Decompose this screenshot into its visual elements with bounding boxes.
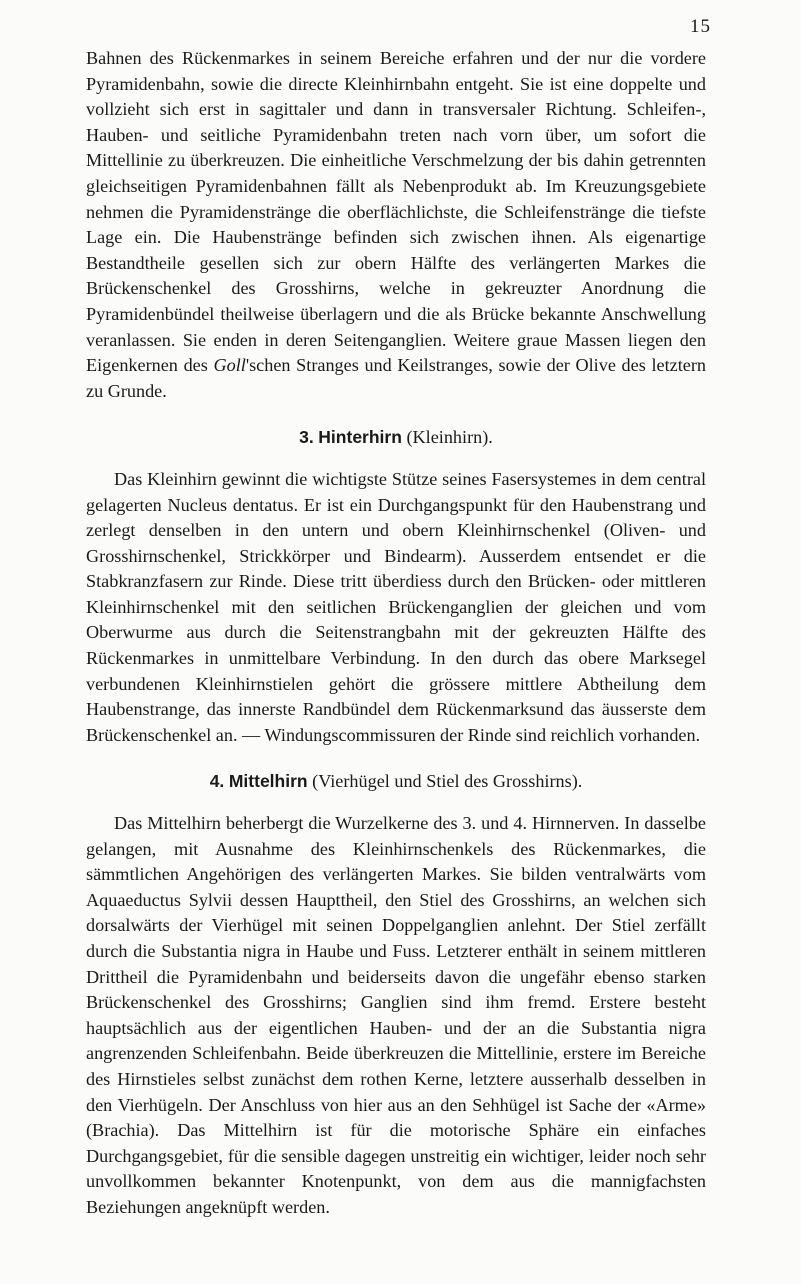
body-text [86,46,706,1221]
section-title: Hinterhirn [318,427,402,448]
section-subtitle: (Vierhügel und Stiel des Grosshirns). [312,771,583,792]
page-number: 15 [690,16,711,37]
paragraph-mittelhirn: Das Mittelhirn beherbergt die Wurzelkerne des 3. und 4. Hirnnerven. In dasselbe gelangen, mit Ausnahme des Kleinhirnschenkels des Rückenmarkes, die sämmtlichen Angehörigen des verlängerten Markes. Sie bilden ventralwärts vom Aquaeductus Sylvii dessen Haupttheil, den Stiel des Grosshirns, an welchen sich dorsalwärts der Vierhügel mit seinen Doppelganglien anlehnt. Der Stiel zerfällt durch die Substantia nigra in Haube und Fuss. Letzterer enthält in seinem mittleren Drittheil die Pyramidenbahn und beiderseits davon die ungefähr ebenso starken Brückenschenkel des Grosshirns; Ganglien sind ihm fremd. Erstere besteht hauptsächlich aus der eigentlichen Hauben- und der an die Substantia nigra angrenzenden Schleifenbahn. Beide überkreuzen die Mittellinie, erstere im Bereiche des Hirnstieles selbst zunächst dem rothen Kerne, letztere ausserhalb desselben in den Vierhügeln. Der Anschluss von hier aus an den Sehhügel ist Sache der «Arme» (Brachia). Das Mittelhirn ist für die motorische Sphäre ein einfaches Durchgangsgebiet, für die sensible dagegen unstreitig ein wichtiger, leider noch sehr unvollkommen bekannter Knotenpunkt, von dem aus die mannigfachsten Beziehungen angeknüpft werden. [86,813,706,1217]
section-heading-mittelhirn [86,769,706,795]
paragraph-continuation [86,46,706,404]
paragraph-text-end: 'schen Stranges und Keilstranges, sowie der Olive des letztern zu Grunde. [86,355,706,401]
section-number: 3. [299,427,314,448]
section-subtitle: (Kleinhirn). [406,427,493,448]
section-heading-hinterhirn [86,425,706,451]
paragraph-text: Bahnen des Rückenmarkes in seinem Bereiche erfahren und der nur die vordere Pyramidenbahn, sowie die directe Kleinhirnbahn entgeht. Sie ist eine doppelte und vollzieht sich erst in sagittaler und dann in transversaler Richtung. Schleifen-, Hauben- und seitliche Pyramidenbahn treten nach vorn über, um sofort die Mittellinie zu überkreuzen. Die einheitliche Verschmelzung der bis dahin getrennten gleichseitigen Pyramidenbahnen fällt als Nebenprodukt ab. Im Kreuzungsgebiete nehmen die Pyramidenstränge die oberflächlichste, die Schleifenstränge die tiefste Lage ein. Die Haubenstränge befinden sich zwischen ihnen. Als eigenartige Bestandtheile gesellen sich zur obern Hälfte des verlängerten Markes die Brückenschenkel des Grosshirns, welche in gekreuzter Anordnung die Pyramidenbündel theilweise überlagern und die als Brücke bekannte Anschwellung veranlassen. Sie enden in deren Seitenganglien. Weitere graue Massen liegen den Eigenkernen des [86,48,706,376]
author-name-goll: Goll [213,355,246,376]
paragraph-hinterhirn: Das Kleinhirn gewinnt die wichtigste Stütze seines Fasersystemes in dem central gelagerten Nucleus dentatus. Er ist ein Durchgangspunkt für den Haubenstrang und zerlegt denselben in den untern und obern Kleinhirnschenkel (Oliven- und Grosshirnschenkel, Strickkörper und Bindearm). Ausserdem entsendet er die Stabkranzfasern zur Rinde. Diese tritt überdiess durch den Brücken- oder mittleren Kleinhirnschenkel mit den seitlichen Brückenganglien der gleichen und vom Oberwurme aus durch die Seitenstrangbahn mit der gekreuzten Hälfte des Rückenmarkes in unmittelbare Verbindung. In den durch das obere Marksegel verbundenen Kleinhirnstielen gehört die grössere mittlere Abtheilung dem Haubenstrange, das innerste Randbündel dem Rückenmarksund das äusserste dem Brückenschenkel an. — Windungscommissuren der Rinde sind reichlich vorhanden. [86,468,706,745]
section-number: 4. [209,771,225,792]
section-title: Mittelhirn [228,771,308,792]
